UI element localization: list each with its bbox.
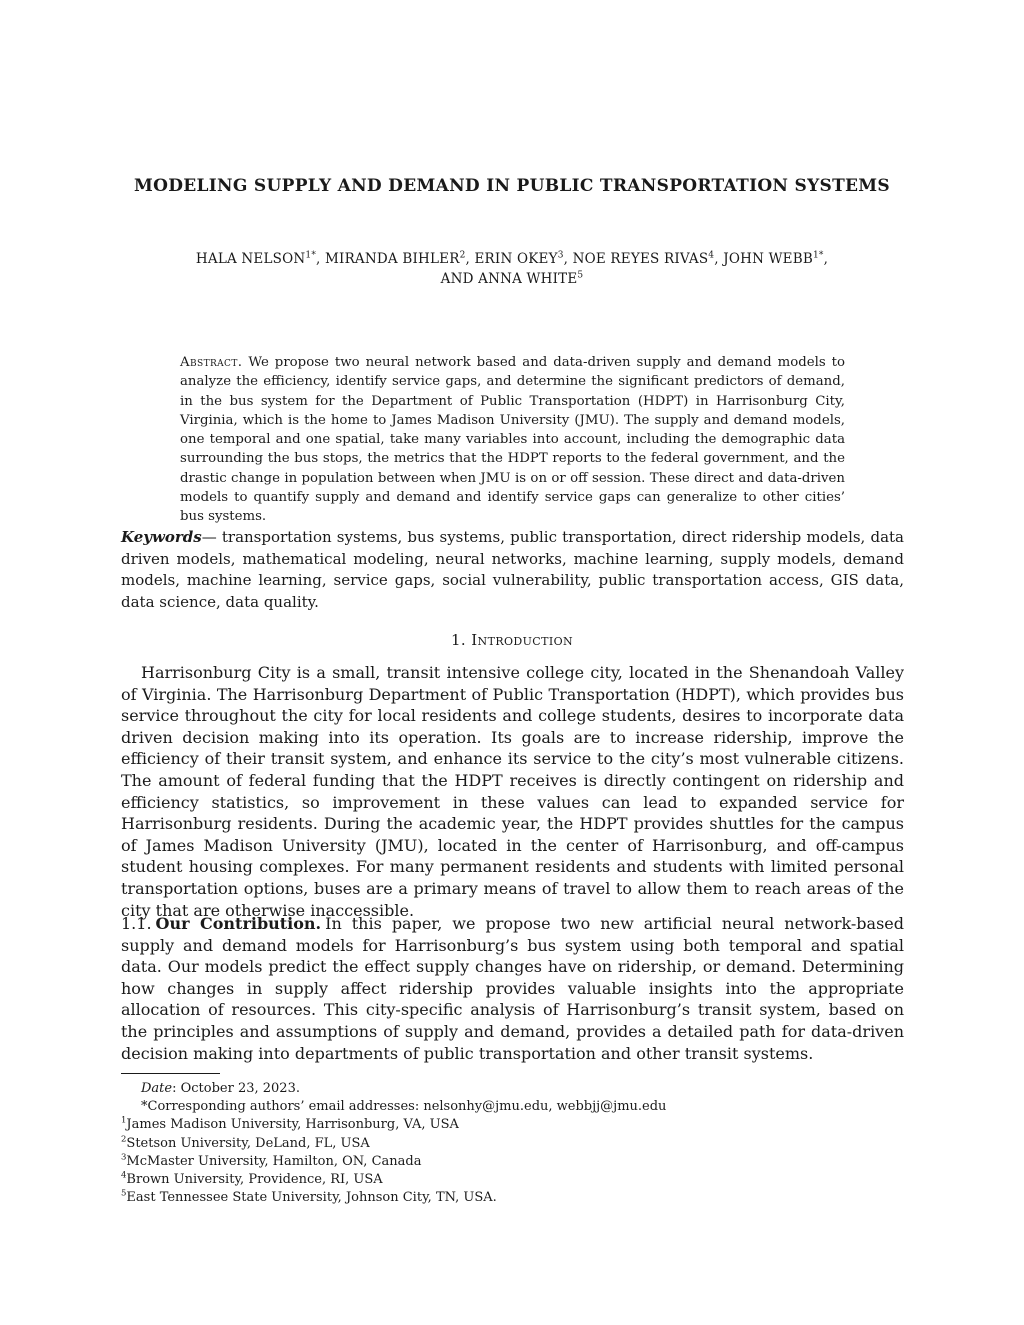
author-separator: , — [316, 251, 326, 267]
author-name: ERIN OKEY — [474, 251, 558, 267]
author-list — [120, 249, 904, 289]
author-mark: 3 — [557, 250, 564, 261]
author-name: JOHN WEBB — [723, 251, 813, 267]
footnote-affiliation — [121, 1189, 904, 1207]
author-mark: 1* — [812, 250, 824, 261]
subsection-text: In this paper, we propose two new artificial neural network-based supply and demand models for Harrisonburg’s bus system using both temporal and spatial data. Our models predict the effect supply changes have on ridership, or demand. Determining how changes in supply affect ridership provides valuable insights into the appropriate allocation of resources. This city-specific analysis of Harrisonburg’s transit system, based on the principles and assumptions of supply and demand, provides a detailed path for data-driven decision making into departments of public transportation and other transit systems. — [121, 914, 905, 1063]
keywords-label: Keywords — [121, 528, 202, 546]
introduction-paragraph: Harrisonburg City is a small, transit intensive college city, located in the Shenandoah Valley of Virginia. The Harrisonburg Department of Public Transportation (HDPT), which provides bus service throughout the city for local residents and college students, desires to incorporate data driven decision making into its operation. Its goals are to increase ridership, improve the efficiency of their transit system, and enhance its service to the city’s most vulnerable citizens. The amount of federal funding that the HDPT receives is directly contingent on ridership and efficiency statistics, so improvement in these values can lead to expanded service for Harrisonburg residents. During the academic year, the HDPT provides shuttles for the campus of James Madison University (JMU), located in the center of Harrisonburg, and off-campus student housing complexes. For many permanent residents and students with limited personal transportation options, buses are a primary means of travel to allow them to reach areas of the city that are otherwise inaccessible. — [121, 663, 904, 920]
affiliation-text: Brown University, Providence, RI, USA — [126, 1172, 383, 1188]
subsection-title: Our Contribution. — [155, 914, 322, 933]
section-title: Introduction — [471, 631, 574, 649]
footnote-affiliation — [121, 1171, 904, 1189]
affiliation-text: McMaster University, Hamilton, ON, Canada — [126, 1153, 422, 1169]
keywords — [121, 527, 904, 613]
affiliation-mark: 4 — [121, 1170, 127, 1181]
footnote-affiliation — [121, 1153, 904, 1171]
affiliation-mark: 5 — [121, 1188, 127, 1199]
author-separator: , — [823, 251, 829, 267]
author-name: NOE REYES RIVAS — [572, 251, 709, 267]
abstract-text: We propose two neural network based and data-driven supply and demand models to analyze the efficiency, identify service gaps, and determine the significant predictors of demand, in the bus system for the Department of Public Transportation (HDPT) in Harrisonburg City, Virginia, which is the home to James Madison University (JMU). The supply and demand models, one temporal and one spatial, take many variables into account, including the demographic data surrounding the bus stops, the metrics that the HDPT reports to the federal government, and the drastic change in population between when JMU is on or off session. These direct and data-driven models to quantify supply and demand and identify service gaps can generalize to other cities’ bus systems. — [180, 355, 845, 525]
author-mark: 4 — [708, 250, 715, 261]
author-name: HALA NELSON — [195, 251, 306, 267]
author-name: AND ANNA WHITE — [440, 271, 578, 287]
affiliation-text: East Tennessee State University, Johnson City, TN, USA. — [126, 1190, 497, 1206]
affiliation-mark: 3 — [121, 1152, 127, 1163]
abstract-label: Abstract. — [180, 355, 243, 370]
footnote-affiliation — [121, 1116, 904, 1134]
keywords-dash: — — [201, 528, 222, 546]
author-mark: 5 — [577, 270, 584, 281]
affiliation-mark: 2 — [121, 1134, 127, 1145]
author-separator: , — [465, 251, 475, 267]
footnote-affiliation — [121, 1135, 904, 1153]
section-number: 1. — [450, 631, 467, 649]
paper-title: MODELING SUPPLY AND DEMAND IN PUBLIC TRANSPORTATION SYSTEMS — [134, 176, 890, 196]
subsection-our-contribution — [121, 913, 904, 1064]
affiliation-text: Stetson University, DeLand, FL, USA — [126, 1135, 370, 1151]
keywords-text: transportation systems, bus systems, public transportation, direct ridership models, data driven models, mathematical modeling, neural networks, machine learning, supply models, demand models, machine learning, service gaps, social vulnerability, public transportation access, GIS data, data science, data quality. — [121, 528, 904, 611]
footnote-rule — [121, 1073, 220, 1074]
subsection-number: 1.1. — [121, 914, 152, 933]
author-separator: , — [714, 251, 724, 267]
footnote-date — [121, 1080, 904, 1098]
abstract — [180, 353, 845, 527]
date-label: Date — [141, 1081, 173, 1096]
footnote-corresponding: *Corresponding authors’ email addresses: nelsonhy@jmu.edu, webbjj@jmu.edu — [141, 1099, 667, 1115]
date-value: : October 23, 2023. — [172, 1081, 300, 1096]
author-mark: 2 — [459, 250, 466, 261]
affiliation-mark: 1 — [121, 1116, 127, 1127]
section-heading-introduction — [120, 631, 904, 649]
author-mark: 1* — [305, 250, 317, 261]
author-separator: , — [563, 251, 573, 267]
footnotes — [121, 1080, 904, 1207]
author-name: MIRANDA BIHLER — [325, 251, 460, 267]
affiliation-text: James Madison University, Harrisonburg, VA, USA — [126, 1117, 459, 1133]
